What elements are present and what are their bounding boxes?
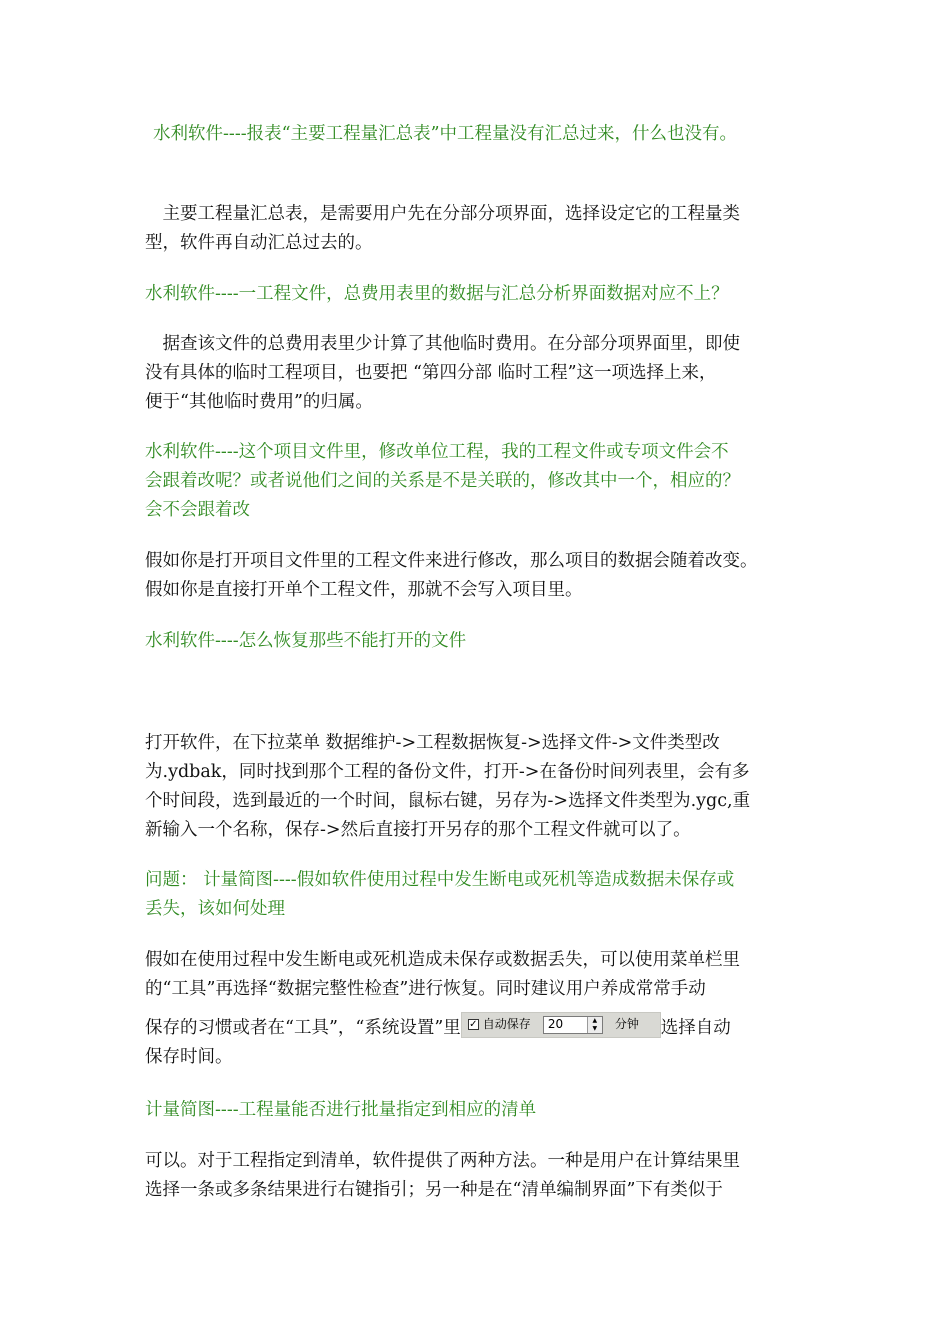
answer-line: 假如在使用过程中发生断电或死机造成未保存或数据丢失，可以使用菜单栏里	[145, 950, 740, 970]
question-line: 问题： 计量简图----假如软件使用过程中发生断电或死机等造成数据未保存或	[145, 870, 735, 890]
stepper-arrows-icon[interactable]: ▲ ▼	[587, 1017, 602, 1033]
answer-line: 假如你是直接打开单个工程文件，那就不会写入项目里。	[145, 580, 583, 600]
autosave-settings-widget	[461, 1012, 661, 1038]
answer-line: 的“工具”再选择“数据完整性检查”进行恢复。同时建议用户养成常常手动	[145, 979, 706, 999]
question-text: 水利软件----报表“主要工程量汇总表”中工程量没有汇总过来，什么也没有。	[153, 124, 738, 144]
autosave-checkbox[interactable]: ✓	[469, 1019, 478, 1030]
answer-line: 型，软件再自动汇总过去的。	[145, 233, 373, 253]
question-heading-2	[145, 280, 825, 309]
answer-line: 假如你是打开项目文件里的工程文件来进行修改，那么项目的数据会随着改变。	[145, 551, 758, 571]
question-text: 水利软件----一工程文件，总费用表里的数据与汇总分析界面数据对应不上？	[145, 284, 729, 304]
answer-line: 打开软件，在下拉菜单 数据维护->工程数据恢复->选择文件->文件类型改	[145, 733, 720, 753]
answer-text-before-widget: 保存的习惯或者在“工具”，“系统设置”里	[145, 1018, 461, 1038]
question-line: 会跟着改呢？或者说他们之间的关系是不是关联的，修改其中一个，相应的？	[145, 471, 740, 491]
question-line: 会不会跟着改	[145, 500, 250, 520]
question-heading-3	[145, 438, 825, 525]
answer-paragraph-5	[145, 946, 825, 1072]
answer-text-after-widget: 选择自动	[660, 1018, 731, 1038]
answer-line: 便于“其他临时费用”的归属。	[145, 392, 373, 412]
question-text: 水利软件----怎么恢复那些不能打开的文件	[145, 631, 467, 651]
question-heading-1	[153, 120, 833, 149]
question-heading-4	[145, 627, 825, 656]
autosave-interval-unit: 分钟	[614, 1017, 639, 1031]
answer-line-with-widget	[145, 1014, 825, 1043]
answer-line: 为.ydbak，同时找到那个工程的备份文件，打开->在备份时间列表里，会有多	[145, 762, 750, 782]
answer-line: 可以。对于工程指定到清单，软件提供了两种方法。一种是用户在计算结果里	[145, 1151, 740, 1171]
answer-line: 个时间段，选到最近的一个时间，鼠标右键，另存为->选择文件类型为.ygc,重	[145, 791, 751, 811]
question-heading-5	[145, 866, 825, 924]
answer-paragraph-2	[145, 330, 825, 417]
question-line: 丢失，该如何处理	[145, 899, 285, 919]
answer-paragraph-6	[145, 1147, 825, 1205]
answer-line: 新输入一个名称，保存->然后直接打开另存的那个工程文件就可以了。	[145, 820, 691, 840]
answer-line: 选择一条或多条结果进行右键指引；另一种是在“清单编制界面”下有类似于	[145, 1180, 723, 1200]
autosave-interval-stepper[interactable]	[543, 1016, 603, 1034]
answer-line: 没有具体的临时工程项目，也要把 “第四分部 临时工程”这一项选择上来，	[145, 363, 717, 383]
autosave-checkbox-label: 自动保存	[482, 1017, 531, 1031]
autosave-interval-value: 20	[547, 1017, 564, 1031]
question-line: 水利软件----这个项目文件里，修改单位工程，我的工程文件或专项文件会不	[145, 442, 729, 462]
answer-line: 主要工程量汇总表，是需要用户先在分部分项界面，选择设定它的工程量类	[145, 204, 740, 224]
answer-paragraph-3	[145, 547, 825, 605]
answer-line: 保存时间。	[145, 1047, 233, 1067]
question-text: 计量简图----工程量能否进行批量指定到相应的清单	[145, 1100, 537, 1120]
answer-line: 据查该文件的总费用表里少计算了其他临时费用。在分部分项界面里，即使	[145, 334, 740, 354]
question-heading-6	[145, 1096, 825, 1125]
answer-paragraph-4	[145, 729, 825, 845]
answer-paragraph-1	[145, 200, 825, 258]
